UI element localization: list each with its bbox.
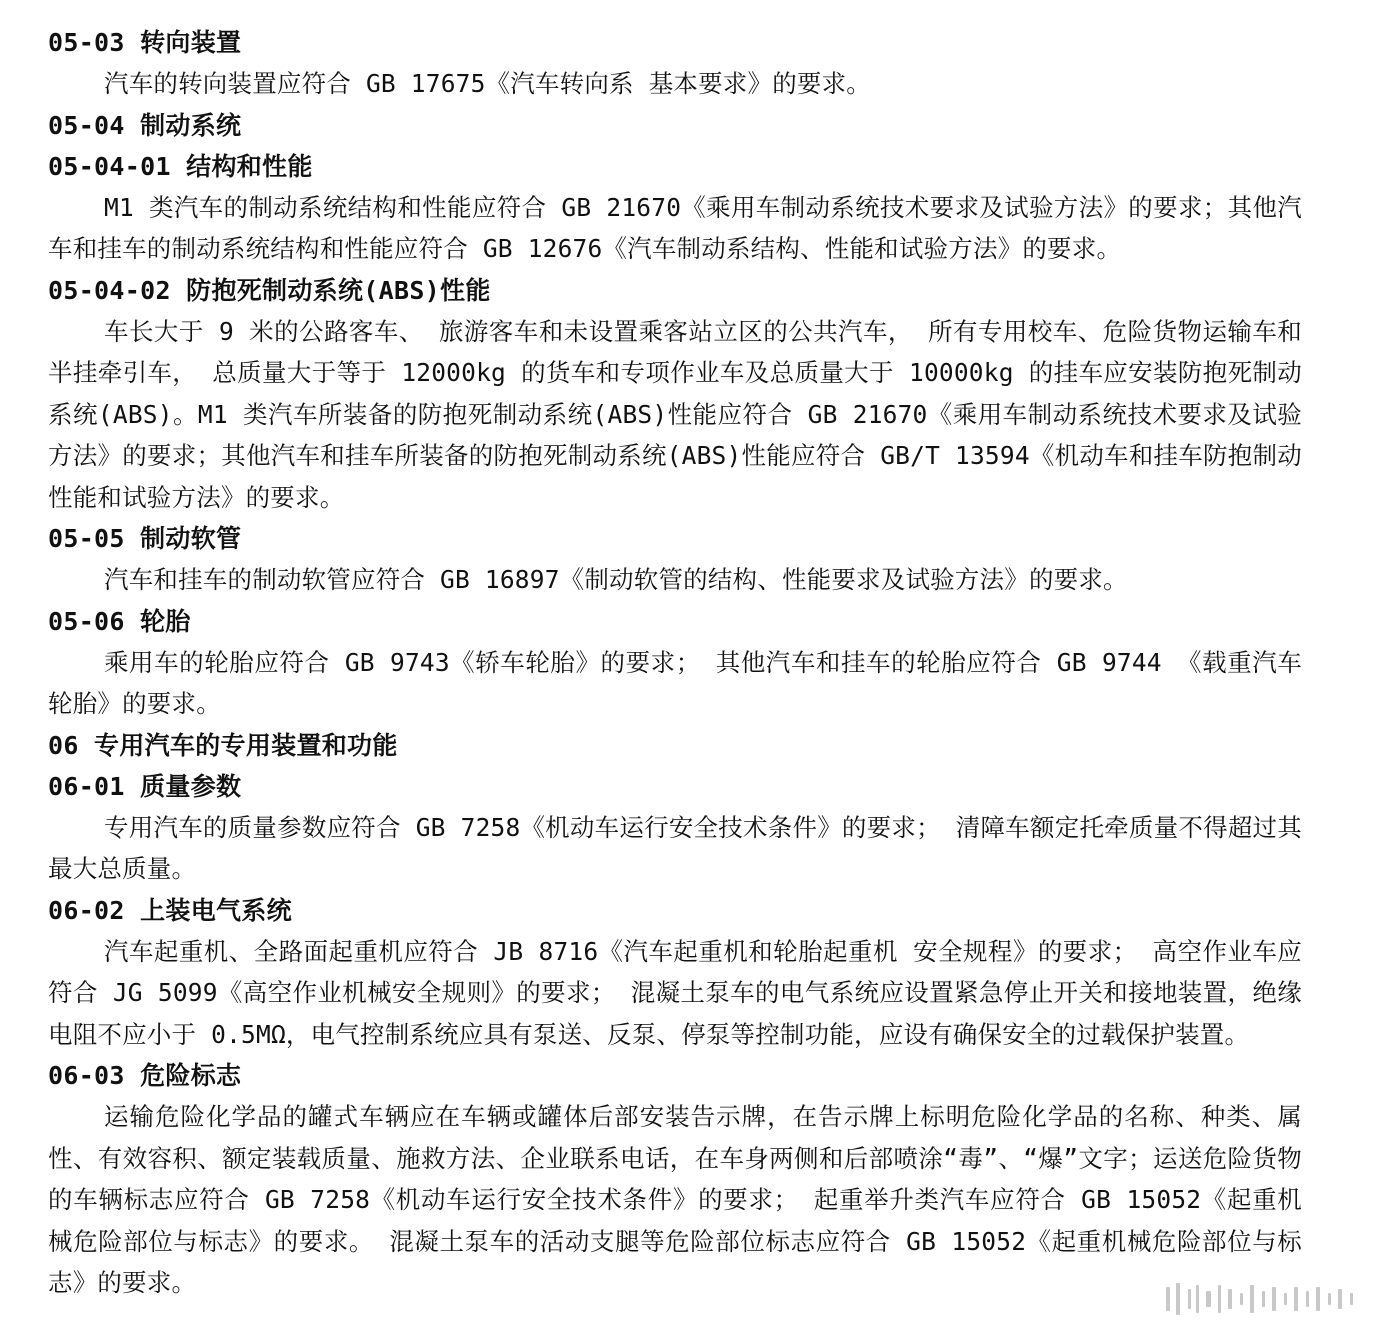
section-heading: 06-03 危险标志 [48,1061,242,1090]
section-heading: 05-04-02 防抱死制动系统(ABS)性能 [48,275,491,305]
section-heading: 06-02 上装电气系统 [48,895,292,925]
chapter-heading: 06 专用汽车的专用装置和功能 [48,730,398,760]
section-paragraph: 专用汽车的质量参数应符合 GB 7258《机动车运行安全技术条件》的要求； 清障车额定托牵质量不得超过其最大总质量。 [48,812,1302,883]
section-paragraph: 运输危险化学品的罐式车辆应在车辆或罐体后部安装告示牌，在告示牌上标明危险化学品的名称、种类、属性、有效容积、额定装载质量、施救方法、企业联系电话，在车身两侧和后部喷涂“毒”、“爆”文字；运送危险货物的车辆标志应符合 GB 7258《机动车运行安全技术条件》的要求； 起重举升类汽车应符合 GB 15052《起重机械危险部位与标志》的要求。 混凝土泵车的活动支腿等危险部位标志应符合 GB 15052《起重机械危险部位与标志》的要求。 [48,1102,1302,1297]
section-heading: 05-06 轮胎 [48,606,191,636]
section-heading: 05-05 制动软管 [48,524,242,553]
section-paragraph: 乘用车的轮胎应符合 GB 9743《轿车轮胎》的要求； 其他汽车和挂车的轮胎应符合 GB 9744 《载重汽车轮胎》的要求。 [48,647,1302,718]
document-body [48,22,1302,1304]
section-heading: 05-03 转向装置 [48,28,242,57]
section-paragraph: M1 类汽车的制动系统结构和性能应符合 GB 21670《乘用车制动系统技术要求及试验方法》的要求；其他汽车和挂车的制动系统结构和性能应符合 GB 12676《汽车制动系结构、性能和试验方法》的要求。 [48,192,1302,263]
section-heading: 06-01 质量参数 [48,771,242,801]
section-paragraph: 汽车起重机、全路面起重机应符合 JB 8716《汽车起重机和轮胎起重机 安全规程》的要求； 高空作业车应符合 JG 5099《高空作业机械安全规则》的要求； 混凝土泵车的电气系统应设置紧急停止开关和接地装置，绝缘电阻不应小于 0.5MΩ，电气控制系统应具有泵送、反泵、停泵等控制功能，应设有确保安全的过载保护装置。 [48,936,1302,1049]
section-paragraph: 汽车的转向装置应符合 GB 17675《汽车转向系 基本要求》的要求。 [104,69,871,98]
section-paragraph: 汽车和挂车的制动软管应符合 GB 16897《制动软管的结构、性能要求及试验方法》的要求。 [104,565,1128,594]
section-paragraph: 车长大于 9 米的公路客车、 旅游客车和未设置乘客站立区的公共汽车， 所有专用校车、危险货物运输车和半挂牵引车， 总质量大于等于 12000kg 的货车和专项作业车及总质量大于 10000kg 的挂车应安装防抱死制动系统(ABS)。M1 类汽车所装备的防抱死制动系统(ABS)性能应符合 GB 21670《乘用车制动系统技术要求及试验方法》的要求；其他汽车和挂车所装备的防抱死制动系统(ABS)性能应符合 GB/T 13594《机动车和挂车防抱制动性能和试验方法》的要求。 [48,316,1302,512]
watermark-icon [1166,1279,1366,1319]
watermark-logo [1148,1266,1384,1332]
section-heading: 05-04-01 结构和性能 [48,151,313,181]
section-heading: 05-04 制动系统 [48,110,242,140]
